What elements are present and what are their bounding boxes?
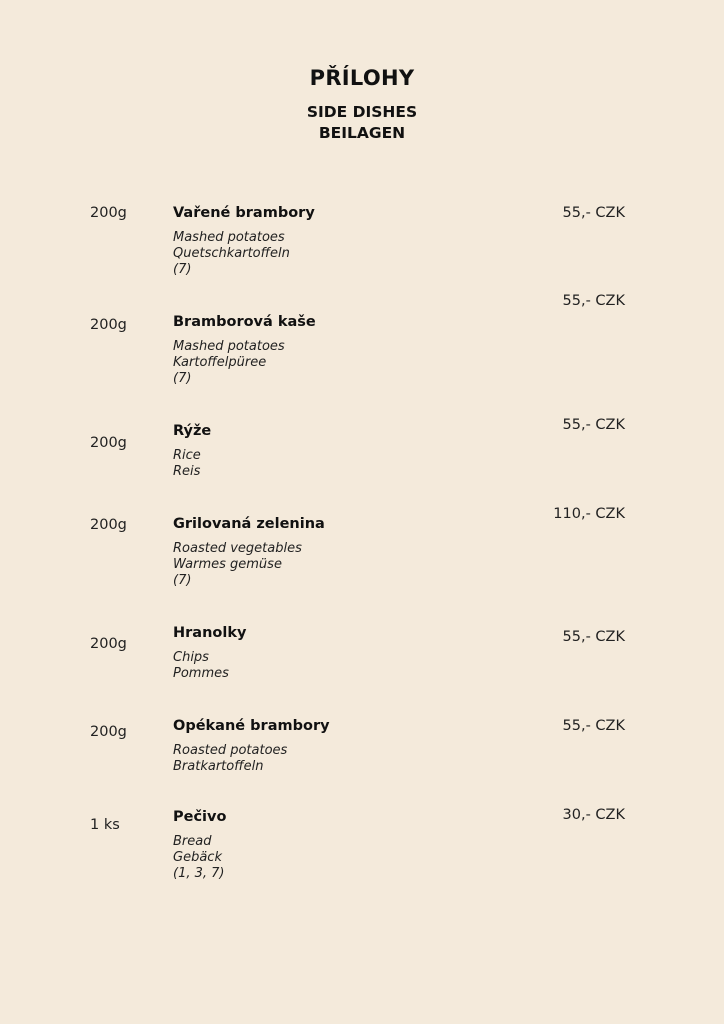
item-price: 55,- CZK [562,629,625,645]
item-price: 55,- CZK [562,293,625,309]
item-description [173,743,287,775]
item-allergens: (7) [173,262,192,277]
item-desc-german: Pommes [173,666,229,681]
item-desc-german: Kartoffelpüree [173,355,267,370]
item-name: Grilovaná zelenina [173,516,325,532]
item-desc-english: Bread [173,834,212,849]
item-name: Rýže [173,423,212,439]
item-description [173,541,302,589]
item-desc-german: Gebäck [173,850,222,865]
item-desc-english: Mashed potatoes [173,339,285,354]
item-desc-german: Quetschkartoffeln [173,246,290,261]
item-desc-german: Warmes gemüse [173,557,282,572]
item-desc-german: Reis [173,464,201,479]
item-desc-english: Rice [173,448,201,463]
item-quantity: 1 ks [90,817,120,833]
item-quantity: 200g [90,517,127,533]
item-quantity: 200g [90,724,127,740]
item-desc-english: Mashed potatoes [173,230,285,245]
item-price: 55,- CZK [562,205,625,221]
menu-title: PŘÍLOHY [309,66,415,90]
item-name: Vařené brambory [173,205,315,221]
item-name: Bramborová kaše [173,314,316,330]
item-description [173,834,225,882]
menu-subtitle-german: BEILAGEN [318,124,406,142]
item-description [173,650,229,682]
menu-subtitle-english: SIDE DISHES [306,103,418,121]
item-description [173,339,285,387]
item-allergens: (7) [173,573,192,588]
item-price: 55,- CZK [562,718,625,734]
item-name: Opékané brambory [173,718,330,734]
item-quantity: 200g [90,636,127,652]
item-price: 110,- CZK [553,506,625,522]
item-quantity: 200g [90,317,127,333]
item-desc-german: Bratkartoffeln [173,759,264,774]
item-price: 55,- CZK [562,417,625,433]
item-description [173,230,290,278]
item-desc-english: Roasted vegetables [173,541,302,556]
item-allergens: (7) [173,371,192,386]
item-quantity: 200g [90,435,127,451]
item-description [173,448,201,480]
item-price: 30,- CZK [562,807,625,823]
item-name: Pečivo [173,809,227,825]
item-allergens: (1, 3, 7) [173,866,225,881]
item-desc-english: Chips [173,650,209,665]
item-desc-english: Roasted potatoes [173,743,288,758]
item-quantity: 200g [90,205,127,221]
item-name: Hranolky [173,625,247,641]
